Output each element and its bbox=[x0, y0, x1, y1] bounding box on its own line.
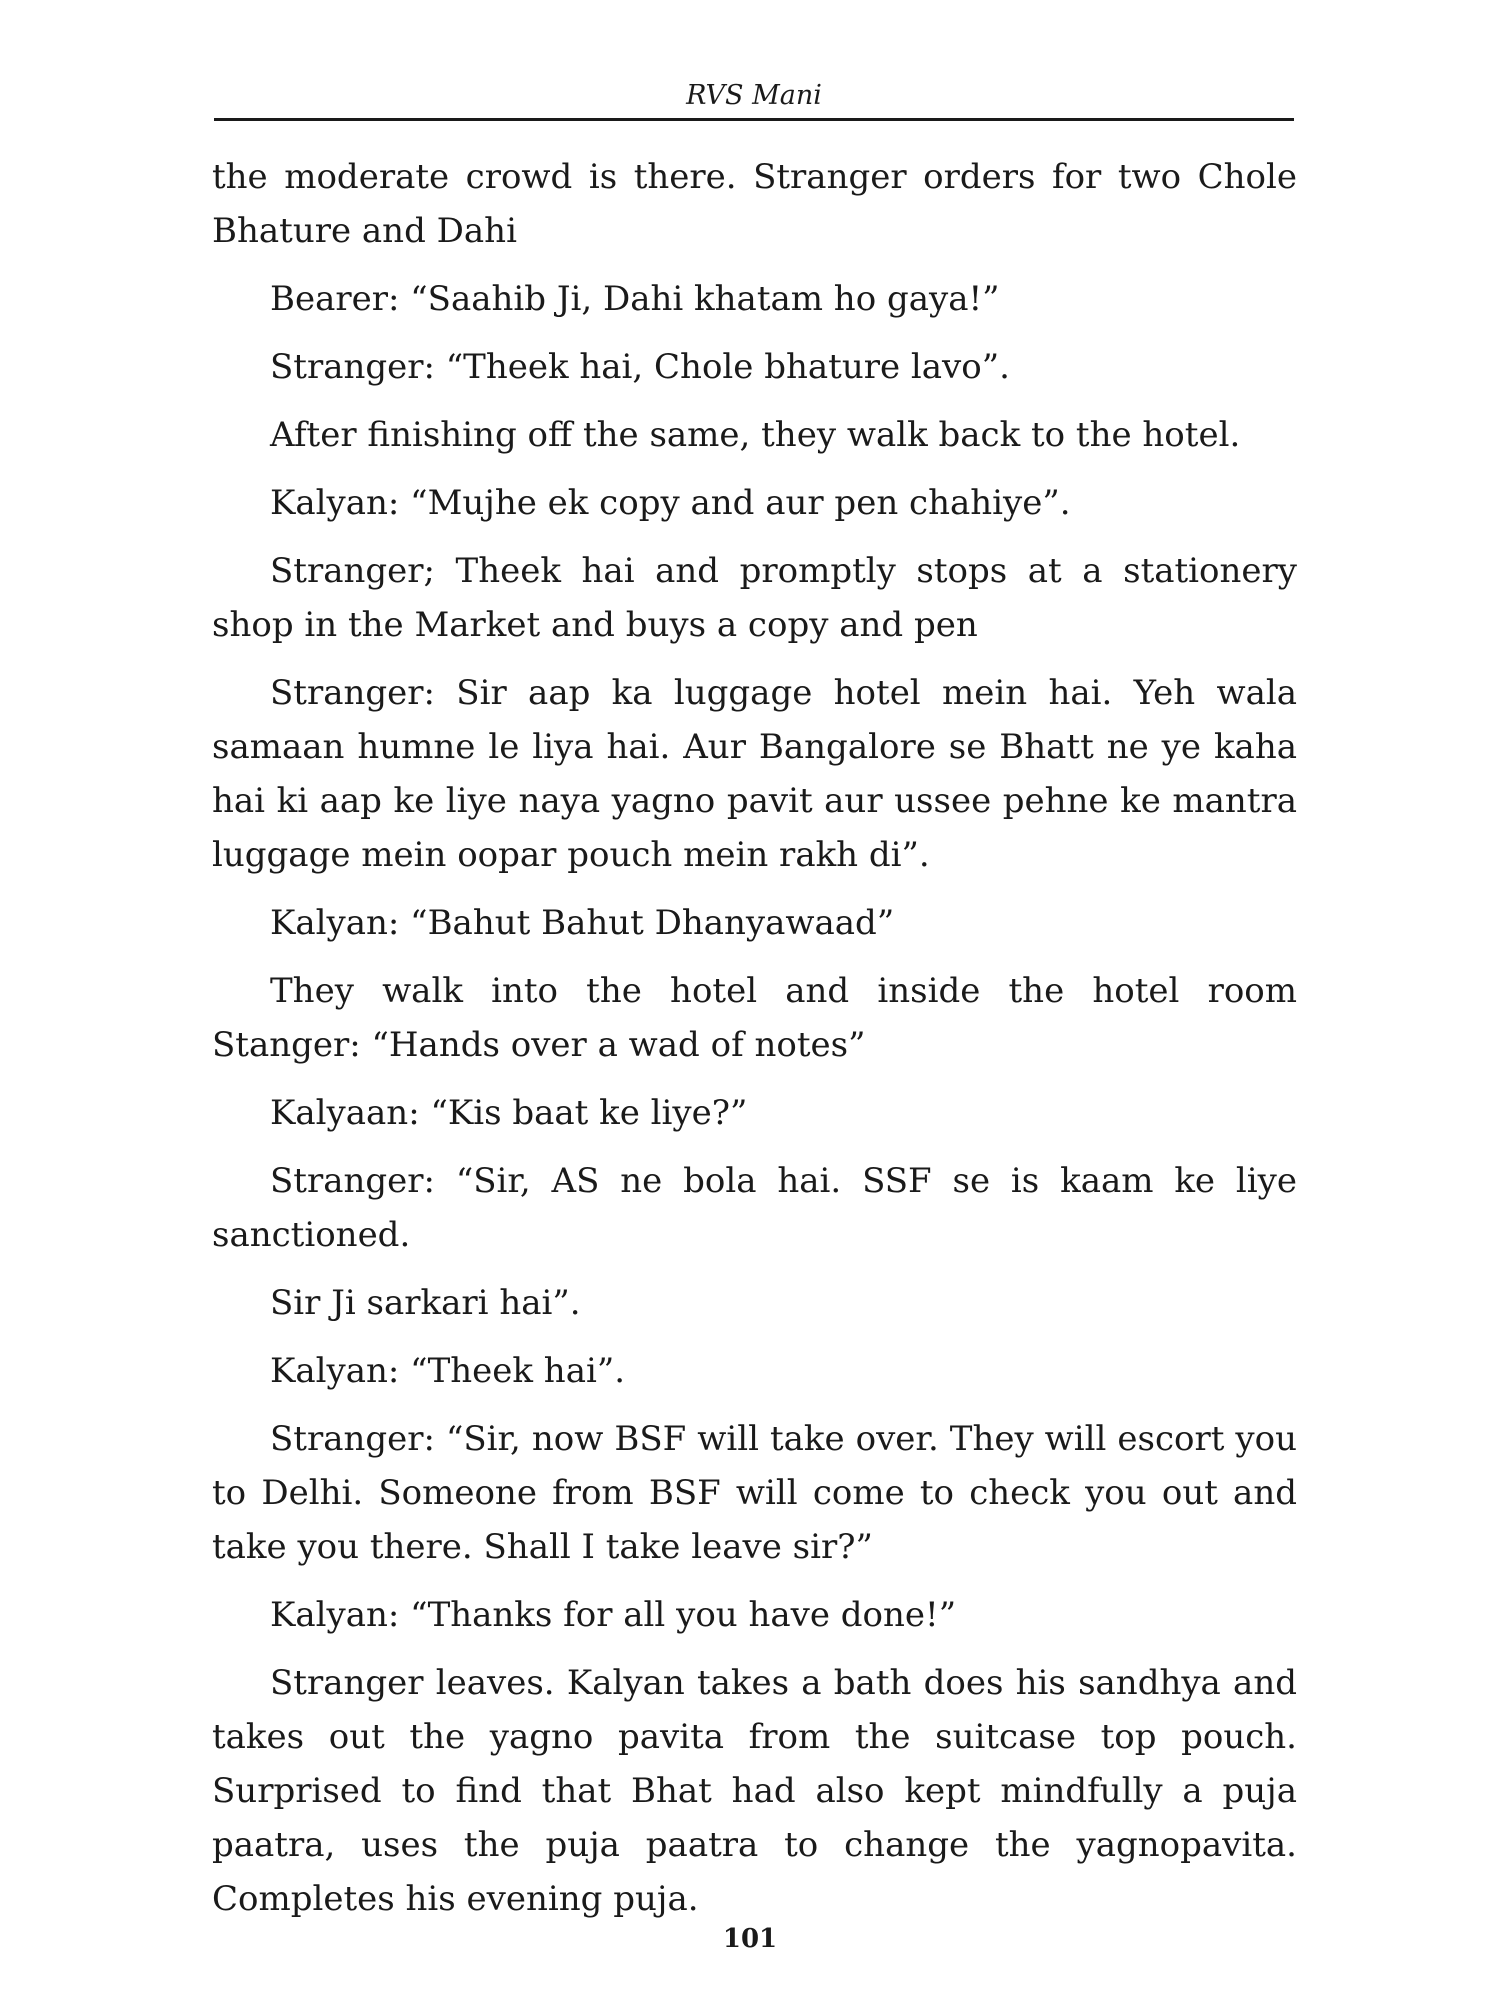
dialogue-kalyan: Kalyan: “Thanks for all you have done!” bbox=[270, 1595, 957, 1635]
paragraph-continuation: the moderate crowd is there. Stranger orders for two Chole Bhature and Dahi bbox=[212, 157, 1297, 251]
dialogue-stranger: Sir Ji sarkari hai”. bbox=[270, 1283, 581, 1323]
narration-paragraph: They walk into the hotel and inside the hotel room Stanger: “Hands over a wad of notes” bbox=[212, 971, 1297, 1065]
narration-paragraph: After finishing off the same, they walk back to the hotel. bbox=[270, 415, 1241, 455]
dialogue-stranger: Stranger: Sir aap ka luggage hotel mein hai. Yeh wala samaan humne le liya hai. Aur Bangalore se Bhatt ne ye kaha hai ki aap ke liye naya yagno pavit aur ussee pehne ke mantra luggage mein oopar pouch mein rakh di”. bbox=[212, 673, 1297, 875]
narration-paragraph: Stranger leaves. Kalyan takes a bath does his sandhya and takes out the yagno pavita from the suitcase top pouch. Surprised to find that Bhat had also kept mindfully a puja paatra, uses the puja paatra to change the yagnopavita. Completes his evening puja. bbox=[212, 1663, 1297, 1919]
dialogue-kalyan: Kalyan: “Mujhe ek copy and aur pen chahiye”. bbox=[270, 483, 1071, 523]
narration-paragraph: Stranger; Theek hai and promptly stops at a stationery shop in the Market and buys a copy and pen bbox=[212, 551, 1297, 645]
body-text bbox=[212, 150, 1297, 1940]
dialogue-stranger: Stranger: “Sir, AS ne bola hai. SSF se is kaam ke liye sanctioned. bbox=[212, 1161, 1297, 1255]
dialogue-kalyan: Kalyaan: “Kis baat ke liye?” bbox=[270, 1093, 748, 1133]
page-number: 101 bbox=[722, 1924, 778, 1954]
dialogue-kalyan: Kalyan: “Bahut Bahut Dhanyawaad” bbox=[270, 903, 895, 943]
dialogue-stranger: Stranger: “Theek hai, Chole bhature lavo”. bbox=[270, 347, 1010, 387]
dialogue-kalyan: Kalyan: “Theek hai”. bbox=[270, 1351, 626, 1391]
dialogue-bearer: Bearer: “Saahib Ji, Dahi khatam ho gaya!” bbox=[270, 279, 1000, 319]
header-rule bbox=[214, 118, 1294, 121]
running-head: RVS Mani bbox=[686, 80, 822, 111]
dialogue-stranger: Stranger: “Sir, now BSF will take over. They will escort you to Delhi. Someone from BSF will come to check you out and take you there. Shall I take leave sir?” bbox=[212, 1419, 1297, 1567]
